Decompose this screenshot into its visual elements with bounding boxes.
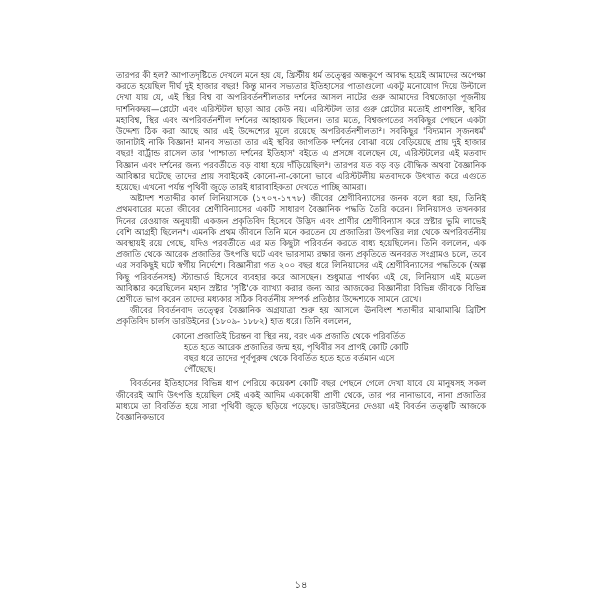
- quote-line: পৌঁছেছে।: [184, 364, 216, 375]
- quote-line: বছর ধরে তাদের পূর্বপুরুষ থেকে বিবর্তিত হতে হতে বর্তমান এসে: [184, 353, 395, 364]
- book-page: [116, 70, 486, 590]
- paragraph-3: জীবের বিবর্তনবাদ তত্ত্বের বৈজ্ঞানিক অগ্রযাত্রা শুরু হয় আসলে ঊনবিংশ শতাব্দীর মাঝামাঝি ব্রিটিশ প্রকৃতিবিদ চার্লস ডারউইনের (১৮০৯- ১৮৮২) হাত ধরে। তিনি বললেন,: [116, 305, 486, 327]
- quote-line: কোনো প্রজাতিই চিরন্তন বা স্থির নয়, বরং এক প্রজাতি থেকে পরিবর্তিত: [172, 330, 406, 341]
- paragraph-2: অষ্টাদশ শতাব্দীর কার্ল লিনিয়াসকে (১৭০৭-১৭৭৮) জীবের শ্রেণীবিন্যাসের জনক বলে ধরা হয়, তিনিই প্রথমবারের মতো জীবের শ্রেণীবিন্যাসের একটি সাধারণ বৈজ্ঞানিক পদ্ধতি তৈরি করেন। লিনিয়াসও তখনকার দিনের রেওয়াজ অনুযায়ী একজন প্রকৃতিবিদ হিসেবে উদ্ভিদ এবং প্রাণীর শ্রেণীবিন্যাস করে স্রষ্টার ভুমি লাভেই বেশি আগ্রহী ছিলেন⁴। এমনকি প্রথম জীবনে তিনি মনে করতেন যে প্রজাতিরা উৎপত্তির লগ্ন থেকে অপরিবর্তনীয় অবস্থায়ই রয়ে গেছে, যদিও পরবর্তীতে এর মত কিছুটা পরিবর্তন করতে বাধ্য হয়েছিলেন। তিনি বললেন, এক প্রজাতি থেকে আরেক প্রজাতির উৎপত্তি ঘটে এবং ভারসাম্য রক্ষার জন্য প্রকৃতিতে অনবরত সংগ্রামও চলে, তবে এর সবকিছুই ঘটে স্বর্গীয় নির্দেশে। বিজ্ঞানীরা গত ২০০ বছর ধরে লিনিয়াসের এই শ্রেণীবিন্যাসের পদ্ধতিকে (অল্প কিছু পরিবর্তনসহ) স্ট্যান্ডার্ড হিসেবে ব্যবহার করে আসছেন। শুধুমাত্র পার্থক্য এই যে, লিনিয়াস এই মডেল আবিষ্কার করেছিলেন মহান স্রষ্টার 'সৃষ্টি'কে ব্যাখ্যা করার জন্য আর আজকের বিজ্ঞানীরা বিভিন্ন জীবকে বিভিন্ন শ্রেণীতে ভাগ করেন তাদের মধ্যকার সঠিক বিবর্তনীয় সম্পর্ক প্রতিষ্ঠার উদ্দেশ্যকে সামনে রেখে।: [116, 193, 486, 305]
- darwin-quote: [172, 331, 486, 376]
- page-number: ১৪: [294, 580, 308, 591]
- quote-line: হতে হতে আরেক প্রজাতির জন্ম হয়, পৃথিবীর সব প্রাণই কোটি কোটি: [184, 341, 409, 352]
- paragraph-1: তারপর কী হল? আপাতদৃষ্টিতে দেখলে মনে হয় যে, খ্রিস্টীয় ধর্ম তত্ত্বের অন্ধকূপে আবদ্ধ হয়েই আমাদের অপেক্ষা করতে হয়েছিল দীর্ঘ দুই হাজার বছর! কিন্তু মানব সভ্যতার ইতিহাসের পাতাগুলো একটু মনোযোগ দিয়ে উল্টালে দেখা যায় যে, এই স্থির বিশ্ব বা অপরিবর্তনশীলতার দর্শনের আসল নাটের গুরু আমাদের বিশ্বজোড়া পূজনীয় দার্শনিকদ্বয়—প্লেটো এবং এরিস্টটল ছাড়া আর কেউ নয়। এরিস্টটল তার গুরু প্লেটোর মতোই প্রাণশক্তি, স্থবির মহাবিশ্ব, স্থির এবং অপরিবর্তনশীল দর্শনের আহ্বায়ক ছিলেন। তার মতে, বিশ্বজগতের সবকিছুর পেছনে একটা উদ্দেশ্য ঠিক করা আছে আর এই উদ্দেশ্যের মূলে রয়েছে অপরিবর্তনশীলতা²। সবকিছুর 'বিদ্যমান সৃজনধর্ম' জানাটাই নাকি বিজ্ঞান! মানব সভ্যতা তার এই স্থবির জাগতিক দর্শনের বোঝা বয়ে বেড়িয়েছে প্রায় দুই হাজার বছর! বার্ট্রান্ড রাসেল তার 'পাশ্চাত্য দর্শনের ইতিহাস' বইতে এ প্রসঙ্গে বলেছেন যে, এরিস্টটলের এই মতবাদ বিজ্ঞান এবং দর্শনের জন্য পরবর্তীতে বড় বাধা হয়ে দাঁড়িয়েছিল³। তারপর যত বড় বড় বৌদ্ধিক অথবা বৈজ্ঞানিক আবিষ্কার ঘটেছে তাদের প্রায় সবাইকেই কোনো-না-কোনো ভাবে এরিস্টটলীয় মতবাদকে উৎখাত করে এগুতে হয়েছে। এখনো পর্যন্ত পৃথিবী জুড়ে তারই ধারাবাহিকতা দেখতে পাচ্ছি আমরা।: [116, 70, 486, 193]
- paragraph-4: বিবর্তনের ইতিহাসের বিভিন্ন ধাপ পেরিয়ে কয়েকশ কোটি বছর পেছনে গেলে দেখা যাবে যে মানুষসহ সকল জীবেরই আদি উৎপত্তি হয়েছিল সেই একই আদিম এককোষী প্রাণী থেকে, তার পর নানাভাবে, নানা প্রজাতির মাধ্যমে তা বিবর্তিত হয়ে সারা পৃথিবী জুড়ে ছড়িয়ে পড়েছে। ডারউইনের দেওয়া এই বিবর্তন তত্ত্বটি আজকে বৈজ্ঞানিকভাবে: [116, 378, 486, 423]
